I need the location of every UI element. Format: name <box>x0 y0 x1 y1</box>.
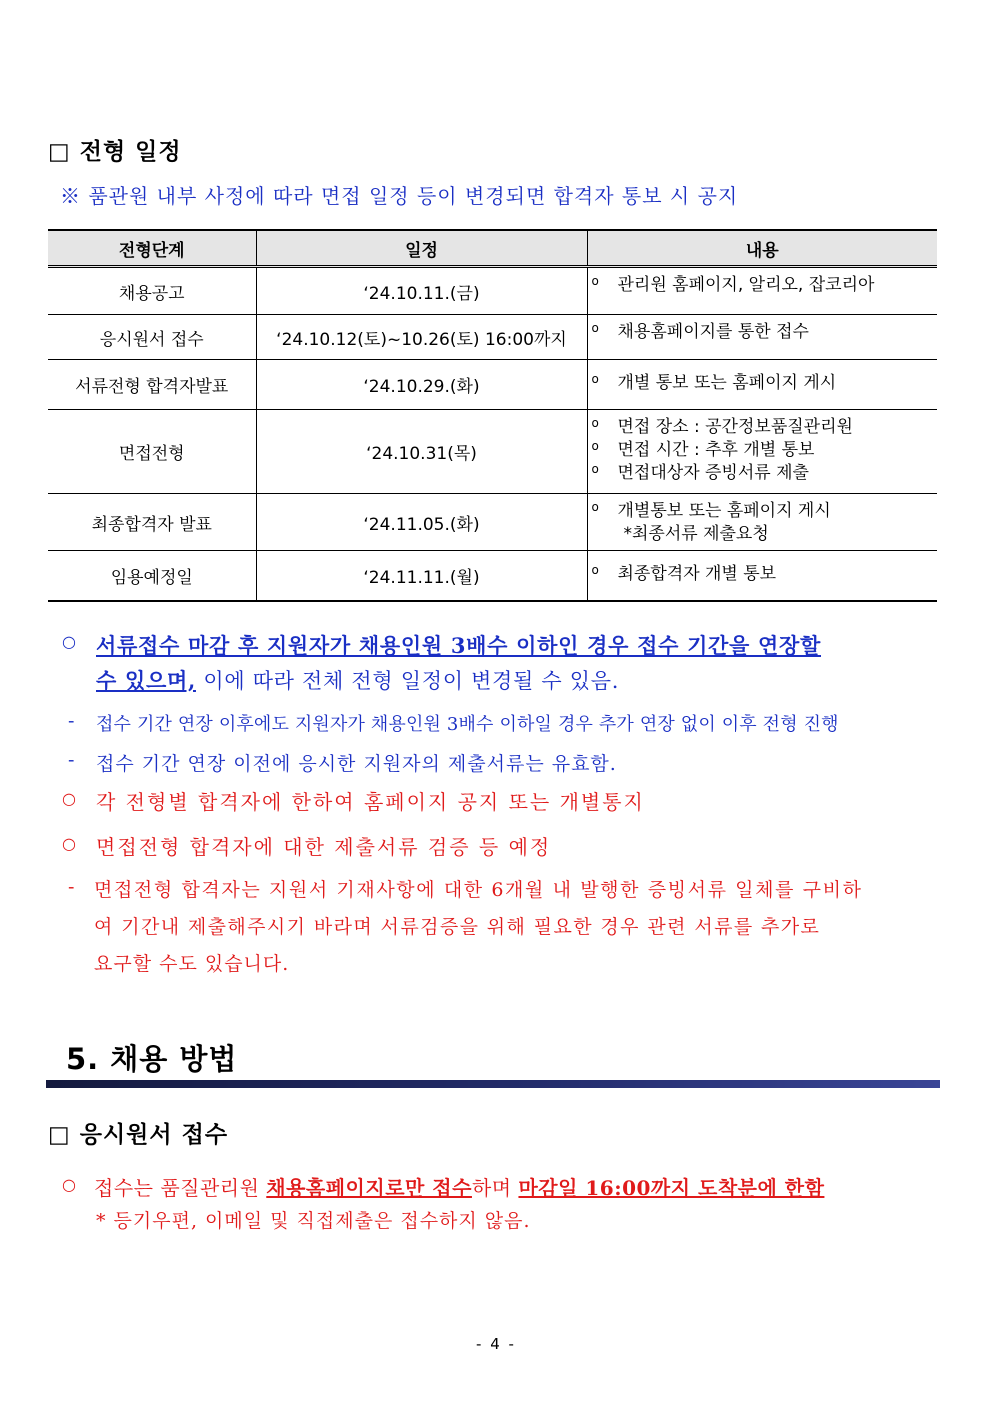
verification-detail-line2: 여 기간내 제출해주시기 바라며 서류검증을 위해 필요한 경우 관련 서류를 추가로 <box>94 916 821 938</box>
bullet-mark: o <box>591 439 599 453</box>
content-item: 개별 통보 또는 홈페이지 게시 <box>617 373 837 393</box>
application-method-mid: 하며 <box>471 1176 519 1200</box>
bullet-mark: o <box>591 274 599 288</box>
content-cell <box>587 410 937 494</box>
schedule-table <box>48 229 937 602</box>
table-row <box>48 315 937 360</box>
note-circle-bullet: ○ <box>62 1175 76 1194</box>
content-cell <box>587 551 937 601</box>
table-row <box>48 494 937 551</box>
table-header-row <box>48 230 937 267</box>
bullet-mark: o <box>591 321 599 335</box>
content-item: 개별통보 또는 홈페이지 게시 <box>617 501 831 521</box>
application-heading: □ 응시원서 접수 <box>48 1122 229 1148</box>
note-circle-bullet: ○ <box>62 789 76 808</box>
header-date: 일정 <box>256 230 587 267</box>
header-stage: 전형단계 <box>48 230 256 267</box>
extension-detail-1: 접수 기간 연장 이후에도 지원자가 채용인원 3배수 이하일 경우 추가 연장 없이 이후 전형 진행 <box>96 714 839 735</box>
stage-cell: 서류전형 합격자발표 <box>48 360 256 410</box>
content-item: 면접 장소 : 공간정보품질관리원 <box>617 417 853 437</box>
content-item: 관리원 홈페이지, 알리오, 잡코리아 <box>617 275 875 295</box>
date-cell: ‘24.10.31(목) <box>256 410 587 494</box>
verification-detail-line3: 요구할 수도 있습니다. <box>94 953 290 975</box>
extension-detail-2: 접수 기간 연장 이전에 응시한 지원자의 제출서류는 유효함. <box>96 753 617 775</box>
content-cell <box>587 360 937 410</box>
content-item: 채용홈페이지를 통한 접수 <box>617 322 809 342</box>
stage-cell: 임용예정일 <box>48 551 256 601</box>
extension-note-bold-2: 수 있으며, <box>96 668 196 693</box>
date-cell: ‘24.11.11.(월) <box>256 551 587 601</box>
bullet-mark: o <box>591 563 599 577</box>
section5-title: 5. 채용 방법 <box>66 1042 238 1076</box>
bullet-mark: o <box>591 462 599 476</box>
application-method-highlight-1: 채용홈페이지로만 접수 <box>266 1176 472 1200</box>
bullet-mark: o <box>591 500 599 514</box>
stage-cell: 면접전형 <box>48 410 256 494</box>
section5-divider-bar <box>46 1080 940 1088</box>
note-circle-bullet: ○ <box>62 632 76 651</box>
verification-note: 면접전형 합격자에 대한 제출서류 검증 등 예정 <box>96 835 552 859</box>
application-exclusion-note: * 등기우편, 이메일 및 직접제출은 접수하지 않음. <box>96 1210 531 1232</box>
content-item: 면접대상자 증빙서류 제출 <box>617 463 809 483</box>
content-subnote: *최종서류 제출요청 <box>623 524 769 544</box>
notice-method-note: 각 전형별 합격자에 한하여 홈페이지 공지 또는 개별통지 <box>96 790 645 814</box>
dash-bullet: - <box>68 749 75 771</box>
content-cell <box>587 267 937 315</box>
header-content: 내용 <box>587 230 937 267</box>
content-cell <box>587 315 937 360</box>
dash-bullet: - <box>68 710 75 732</box>
content-item: 최종합격자 개별 통보 <box>617 564 777 584</box>
table-row <box>48 360 937 410</box>
application-method-pre: 접수는 품질관리원 <box>94 1176 267 1200</box>
extension-note-bold: 서류접수 마감 후 지원자가 채용인원 3배수 이하인 경우 접수 기간을 연장할 <box>96 633 821 658</box>
extension-note-line1 <box>96 630 821 660</box>
dash-bullet: - <box>68 876 75 898</box>
date-cell: ‘24.11.05.(화) <box>256 494 587 551</box>
note-circle-bullet: ○ <box>62 834 76 853</box>
extension-note-rest: 이에 따라 전체 전형 일정이 변경될 수 있음. <box>195 669 620 693</box>
table-row <box>48 267 937 315</box>
schedule-heading: □ 전형 일정 <box>48 139 182 165</box>
bullet-mark: o <box>591 372 599 386</box>
application-method-highlight-2: 마감일 16:00까지 도착분에 한함 <box>518 1176 825 1200</box>
date-cell: ‘24.10.12(토)~10.26(토) 16:00까지 <box>256 315 587 360</box>
date-cell: ‘24.10.29.(화) <box>256 360 587 410</box>
stage-cell: 최종합격자 발표 <box>48 494 256 551</box>
page-number: - 4 - <box>476 1335 516 1353</box>
date-cell: ‘24.10.11.(금) <box>256 267 587 315</box>
schedule-note: ※ 품관원 내부 사정에 따라 면접 일정 등이 변경되면 합격자 통보 시 공지 <box>60 184 739 208</box>
stage-cell: 응시원서 접수 <box>48 315 256 360</box>
bullet-mark: o <box>591 416 599 430</box>
table-row <box>48 551 937 601</box>
verification-detail-line1: 면접전형 합격자는 지원서 기재사항에 대한 6개월 내 발행한 증빙서류 일체를 구비하 <box>94 879 863 901</box>
extension-note-line2 <box>96 665 619 695</box>
stage-cell: 채용공고 <box>48 267 256 315</box>
table-row <box>48 410 937 494</box>
content-item: 면접 시간 : 추후 개별 통보 <box>617 440 815 460</box>
content-cell <box>587 494 937 551</box>
application-method <box>94 1172 824 1201</box>
